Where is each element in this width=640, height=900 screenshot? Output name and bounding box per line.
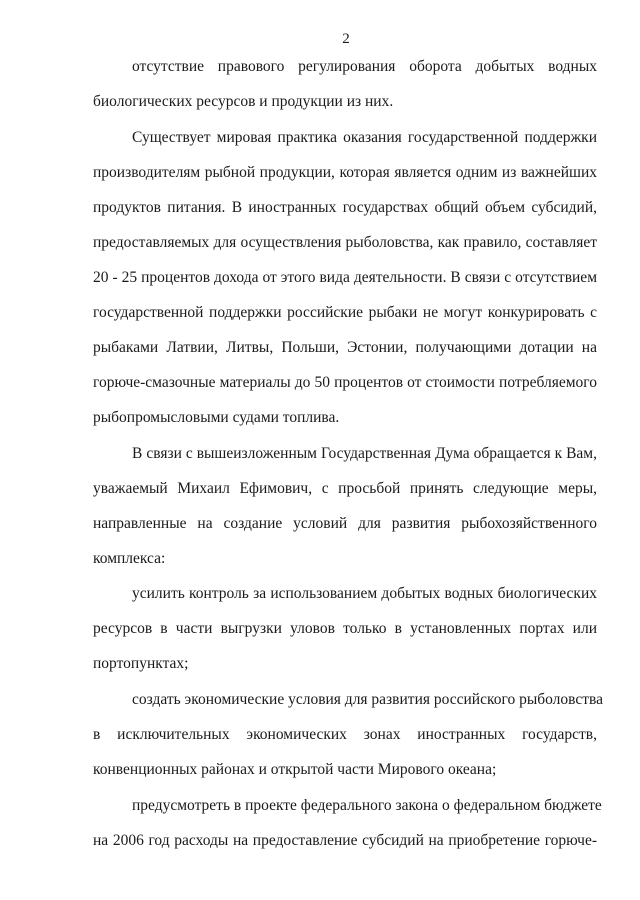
paragraph-3-line-1: В связи с вышеизложенным Государственная Дума обращается к Вам, xyxy=(132,445,597,462)
paragraph-2-line-6: государственной поддержки российские рыбаки не могут конкурировать с xyxy=(93,304,597,321)
paragraph-2-line-8: горюче-смазочные материалы до 50 процентов от стоимости потребляемого xyxy=(93,374,597,391)
paragraph-4-line-1: усилить контроль за использованием добытых водных биологических xyxy=(132,585,597,602)
paragraph-2-line-9: рыбопромысловыми судами топлива. xyxy=(93,409,340,426)
paragraph-5-line-2: в исключительных экономических зонах иностранных государств, xyxy=(93,726,597,743)
paragraph-4-line-3: портопунктах; xyxy=(93,655,189,672)
paragraph-2-line-5: 20 - 25 процентов дохода от этого вида деятельности. В связи с отсутствием xyxy=(93,269,597,286)
paragraph-3-line-4: комплекса: xyxy=(93,550,166,567)
paragraph-6-line-2: на 2006 год расходы на предоставление субсидий на приобретение горюче- xyxy=(93,832,597,849)
paragraph-3-line-3: направленные на создание условий для развития рыбохозяйственного xyxy=(93,515,597,532)
paragraph-5-line-3: конвенционных районах и открытой части Мирового океана; xyxy=(93,761,497,778)
paragraph-5-line-1: создать экономические условия для развития российского рыболовства xyxy=(132,691,604,708)
paragraph-1-line-1: отсутствие правового регулирования оборота добытых водных xyxy=(132,58,597,75)
paragraph-2-line-1: Существует мировая практика оказания государственной поддержки xyxy=(132,129,597,146)
paragraph-2-line-3: продуктов питания. В иностранных государствах общий объем субсидий, xyxy=(93,199,597,216)
paragraph-2-line-7: рыбаками Латвии, Литвы, Польши, Эстонии, получающими дотации на xyxy=(93,339,597,356)
paragraph-2-line-2: производителям рыбной продукции, которая является одним из важнейших xyxy=(93,164,597,181)
paragraph-1-line-2: биологических ресурсов и продукции из них. xyxy=(93,93,394,110)
paragraph-4-line-2: ресурсов в части выгрузки уловов только в установленных портах или xyxy=(93,620,597,637)
paragraph-6-line-1: предусмотреть в проекте федерального закона о федеральном бюджете xyxy=(132,797,602,814)
paragraph-2-line-4: предоставляемых для осуществления рыболовства, как правило, составляет xyxy=(93,234,597,251)
page-number: 2 xyxy=(342,31,350,47)
paragraph-3-line-2: уважаемый Михаил Ефимович, с просьбой принять следующие меры, xyxy=(93,480,597,497)
